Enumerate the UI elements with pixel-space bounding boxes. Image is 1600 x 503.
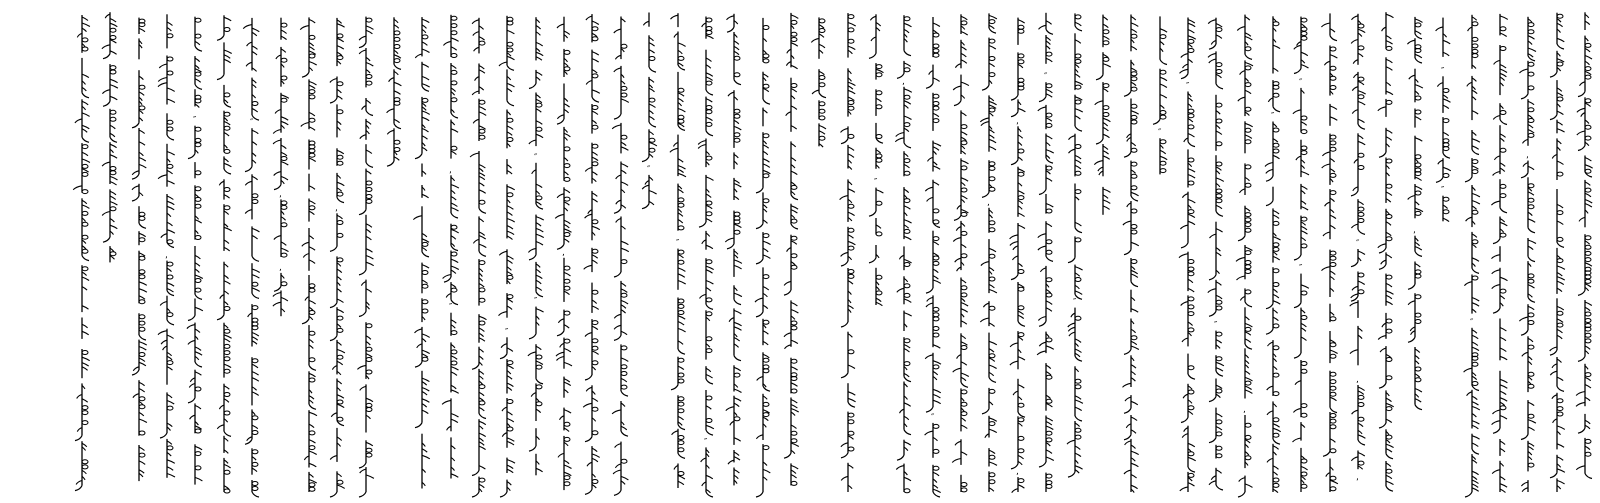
text-column <box>357 17 374 497</box>
svg-text:″: ″ <box>1356 239 1360 249</box>
svg-text:″: ″ <box>193 115 197 126</box>
svg-text:″: ″ <box>505 327 509 338</box>
svg-text:,: , <box>1243 405 1246 415</box>
svg-text:″: ″ <box>1158 128 1162 139</box>
text-column <box>1010 18 1026 493</box>
text-column <box>840 13 856 492</box>
svg-text:″: ″ <box>1044 72 1048 83</box>
text-column <box>1350 14 1366 483</box>
svg-text:″: ″ <box>874 177 878 188</box>
text-column <box>1094 15 1111 215</box>
svg-text:″: ″ <box>676 238 680 249</box>
text-column <box>442 15 459 479</box>
text-column <box>1236 15 1253 497</box>
svg-text:,: , <box>1356 472 1359 483</box>
svg-text:,: , <box>1413 225 1416 236</box>
text-column <box>217 15 232 493</box>
svg-text:″: ″ <box>1470 317 1474 328</box>
svg-text:″: ″ <box>1186 81 1190 92</box>
text-column <box>1321 13 1338 492</box>
svg-text:,: , <box>449 165 452 176</box>
text-column <box>1464 15 1480 497</box>
text-column <box>755 18 771 497</box>
text-column <box>187 17 203 485</box>
svg-text:,: , <box>279 262 282 273</box>
text-column <box>670 13 686 488</box>
text-column <box>1576 12 1593 478</box>
text-column <box>132 18 147 482</box>
svg-text:″: ″ <box>1073 297 1077 308</box>
text-column <box>413 17 429 488</box>
text-column <box>895 15 912 493</box>
text-column <box>300 17 317 492</box>
svg-text:″: ″ <box>931 412 935 423</box>
svg-text:,: , <box>1016 116 1019 127</box>
text-column <box>1208 18 1224 490</box>
svg-text:″: ″ <box>704 437 708 448</box>
text-column <box>784 13 799 486</box>
text-column <box>73 15 90 491</box>
svg-text:″: ″ <box>534 296 538 307</box>
svg-text:,: , <box>1016 467 1019 478</box>
svg-text:,: , <box>335 203 338 214</box>
text-column <box>980 13 997 492</box>
text-column <box>102 12 118 262</box>
text-column <box>1067 13 1083 477</box>
text-column <box>725 14 742 486</box>
svg-text:,: , <box>902 76 905 87</box>
svg-text:″: ″ <box>1271 111 1275 122</box>
text-column <box>387 17 402 166</box>
text-column <box>330 18 345 497</box>
svg-text:″: ″ <box>449 302 453 313</box>
svg-text:,: , <box>987 197 990 208</box>
text-column <box>470 18 486 497</box>
text-column <box>1550 13 1565 492</box>
svg-text:,: , <box>165 250 168 261</box>
text-column <box>1037 13 1054 492</box>
svg-text:″: ″ <box>1214 320 1218 331</box>
text-column <box>952 14 969 492</box>
text-column <box>158 14 175 478</box>
text-column <box>1179 18 1196 493</box>
text-column <box>1265 16 1281 492</box>
text-column <box>1436 18 1451 222</box>
svg-text:,: , <box>279 189 282 200</box>
svg-text:,: , <box>562 247 565 258</box>
text-column <box>1123 15 1139 493</box>
svg-text:″: ″ <box>1441 185 1445 196</box>
text-column <box>869 14 884 305</box>
svg-text:″: ″ <box>647 164 651 175</box>
text-column <box>273 18 289 317</box>
text-column <box>1519 17 1536 492</box>
svg-text:″: ″ <box>250 118 254 129</box>
svg-text:″: ″ <box>1441 66 1445 77</box>
text-column <box>499 16 516 497</box>
text-column <box>811 17 826 147</box>
svg-text:″: ″ <box>534 152 538 163</box>
text-column <box>1293 17 1310 492</box>
text-column <box>583 14 600 494</box>
svg-text:″: ″ <box>1299 263 1303 274</box>
text-column <box>925 17 941 497</box>
svg-text:,: , <box>1526 150 1529 161</box>
text-column <box>698 17 714 498</box>
text-column <box>1491 14 1507 493</box>
text-column <box>1153 16 1167 174</box>
text-column <box>1407 17 1423 410</box>
svg-text:,: , <box>1356 375 1359 385</box>
text-column <box>555 17 572 490</box>
text-column <box>243 18 260 497</box>
text-column <box>642 13 657 209</box>
svg-text:″: ″ <box>1299 77 1303 88</box>
text-column <box>612 17 629 496</box>
text-column <box>528 17 544 475</box>
text-column <box>1378 12 1394 491</box>
